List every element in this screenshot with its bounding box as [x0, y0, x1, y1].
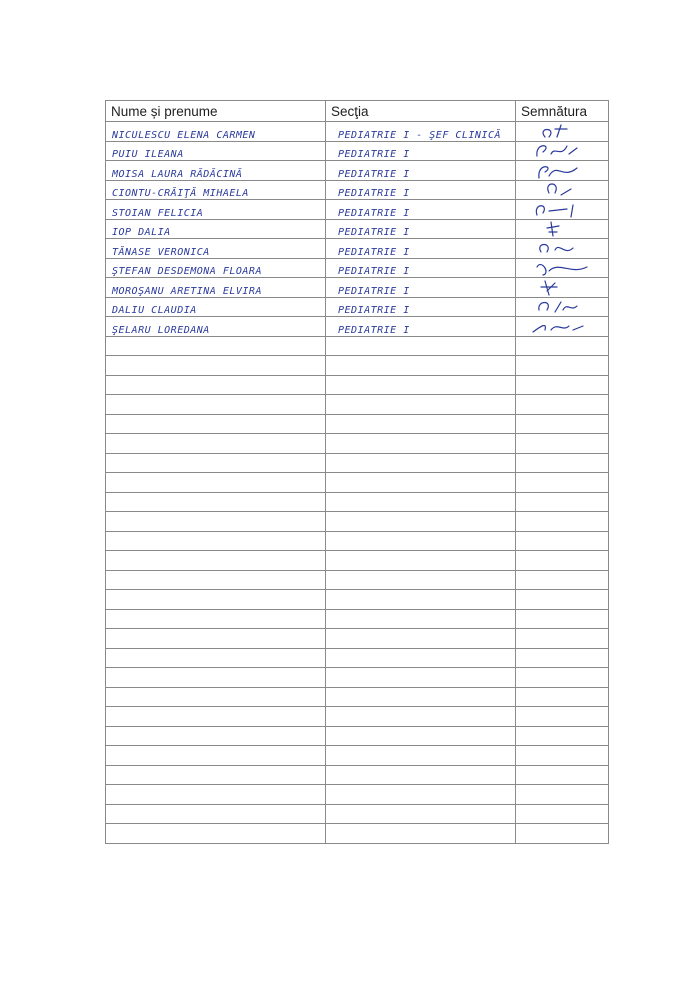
empty-cell	[326, 785, 516, 805]
empty-row	[106, 356, 609, 376]
participant-section: PEDIATRIE I	[326, 200, 516, 220]
empty-row	[106, 609, 609, 629]
empty-row	[106, 492, 609, 512]
signature-scribble-icon	[527, 162, 597, 180]
empty-row	[106, 570, 609, 590]
participant-name: MOISA LAURA RĂDĂCINĂ	[106, 161, 326, 181]
table-row	[106, 317, 609, 337]
empty-cell	[326, 687, 516, 707]
empty-row	[106, 453, 609, 473]
empty-cell	[516, 531, 609, 551]
participant-section: PEDIATRIE I	[326, 239, 516, 259]
empty-cell	[106, 356, 326, 376]
empty-row	[106, 668, 609, 688]
empty-cell	[516, 395, 609, 415]
empty-cell	[106, 434, 326, 454]
handwritten-signature	[516, 258, 609, 278]
table-body	[106, 122, 609, 844]
empty-cell	[106, 551, 326, 571]
empty-cell	[106, 590, 326, 610]
empty-cell	[516, 570, 609, 590]
signature-scribble-icon	[527, 318, 597, 336]
empty-cell	[516, 414, 609, 434]
empty-cell	[106, 785, 326, 805]
empty-row	[106, 707, 609, 727]
empty-cell	[326, 473, 516, 493]
empty-cell	[326, 434, 516, 454]
table-row	[106, 161, 609, 181]
empty-row	[106, 531, 609, 551]
table-row	[106, 219, 609, 239]
table-row	[106, 278, 609, 298]
header-row	[106, 101, 609, 122]
empty-row	[106, 687, 609, 707]
table-row	[106, 180, 609, 200]
empty-cell	[516, 804, 609, 824]
empty-cell	[106, 648, 326, 668]
participant-name: TĂNASE VERONICA	[106, 239, 326, 259]
empty-cell	[326, 570, 516, 590]
participant-section: PEDIATRIE I	[326, 161, 516, 181]
empty-cell	[516, 473, 609, 493]
empty-cell	[326, 356, 516, 376]
participant-section: PEDIATRIE I	[326, 141, 516, 161]
empty-cell	[106, 804, 326, 824]
empty-cell	[106, 707, 326, 727]
empty-row	[106, 551, 609, 571]
handwritten-signature	[516, 180, 609, 200]
empty-cell	[106, 765, 326, 785]
empty-cell	[326, 375, 516, 395]
empty-cell	[326, 629, 516, 649]
empty-cell	[106, 414, 326, 434]
signature-scribble-icon	[527, 181, 597, 199]
empty-row	[106, 512, 609, 532]
table-row	[106, 297, 609, 317]
participant-name: MOROŞANU ARETINA ELVIRA	[106, 278, 326, 298]
empty-cell	[106, 746, 326, 766]
header-signature: Semnătura	[516, 101, 609, 122]
empty-cell	[106, 473, 326, 493]
empty-cell	[516, 707, 609, 727]
header-section: Secţia	[326, 101, 516, 122]
empty-row	[106, 375, 609, 395]
participant-section: PEDIATRIE I	[326, 219, 516, 239]
empty-cell	[106, 395, 326, 415]
empty-cell	[326, 551, 516, 571]
empty-row	[106, 726, 609, 746]
empty-cell	[326, 590, 516, 610]
empty-cell	[516, 512, 609, 532]
handwritten-signature	[516, 122, 609, 142]
signature-scribble-icon	[527, 220, 597, 238]
participant-name: DALIU CLAUDIA	[106, 297, 326, 317]
empty-cell	[326, 531, 516, 551]
empty-cell	[516, 336, 609, 356]
participant-section: PEDIATRIE I	[326, 180, 516, 200]
handwritten-signature	[516, 161, 609, 181]
table-row	[106, 239, 609, 259]
participant-name: CIONTU-CRĂIŢĂ MIHAELA	[106, 180, 326, 200]
empty-cell	[516, 629, 609, 649]
empty-cell	[326, 804, 516, 824]
participant-section: PEDIATRIE I - ŞEF CLINICĂ	[326, 122, 516, 142]
empty-cell	[516, 785, 609, 805]
handwritten-signature	[516, 239, 609, 259]
empty-cell	[106, 570, 326, 590]
handwritten-signature	[516, 297, 609, 317]
handwritten-signature	[516, 200, 609, 220]
empty-row	[106, 434, 609, 454]
empty-cell	[106, 531, 326, 551]
empty-cell	[516, 375, 609, 395]
empty-cell	[106, 726, 326, 746]
table-row	[106, 258, 609, 278]
empty-cell	[516, 648, 609, 668]
empty-cell	[326, 668, 516, 688]
empty-cell	[516, 356, 609, 376]
signature-scribble-icon	[527, 259, 597, 277]
empty-row	[106, 746, 609, 766]
empty-row	[106, 414, 609, 434]
table-row	[106, 122, 609, 142]
empty-row	[106, 395, 609, 415]
participant-section: PEDIATRIE I	[326, 317, 516, 337]
participant-section: PEDIATRIE I	[326, 297, 516, 317]
empty-cell	[326, 765, 516, 785]
empty-cell	[106, 336, 326, 356]
empty-cell	[106, 512, 326, 532]
signature-scribble-icon	[527, 142, 597, 160]
empty-cell	[326, 746, 516, 766]
empty-cell	[326, 336, 516, 356]
empty-cell	[516, 687, 609, 707]
table-row	[106, 141, 609, 161]
empty-cell	[326, 824, 516, 844]
empty-cell	[516, 668, 609, 688]
empty-cell	[326, 707, 516, 727]
empty-cell	[326, 726, 516, 746]
empty-cell	[326, 453, 516, 473]
participant-section: PEDIATRIE I	[326, 258, 516, 278]
participant-section: PEDIATRIE I	[326, 278, 516, 298]
empty-cell	[516, 434, 609, 454]
participant-name: NICULESCU ELENA CARMEN	[106, 122, 326, 142]
empty-row	[106, 765, 609, 785]
header-name: Nume și prenume	[106, 101, 326, 122]
participant-name: IOP DALIA	[106, 219, 326, 239]
participant-name: PUIU ILEANA	[106, 141, 326, 161]
empty-row	[106, 648, 609, 668]
empty-cell	[516, 765, 609, 785]
empty-cell	[516, 824, 609, 844]
empty-cell	[516, 590, 609, 610]
empty-cell	[106, 687, 326, 707]
empty-cell	[106, 492, 326, 512]
empty-row	[106, 824, 609, 844]
empty-cell	[516, 551, 609, 571]
handwritten-signature	[516, 141, 609, 161]
empty-cell	[326, 492, 516, 512]
signature-scribble-icon	[527, 298, 597, 316]
empty-cell	[326, 512, 516, 532]
empty-cell	[326, 414, 516, 434]
empty-cell	[106, 824, 326, 844]
handwritten-signature	[516, 317, 609, 337]
empty-row	[106, 629, 609, 649]
empty-cell	[106, 453, 326, 473]
empty-row	[106, 590, 609, 610]
handwritten-signature	[516, 219, 609, 239]
empty-cell	[516, 746, 609, 766]
signature-scribble-icon	[527, 279, 597, 297]
signature-scribble-icon	[527, 240, 597, 258]
empty-cell	[106, 375, 326, 395]
empty-cell	[516, 726, 609, 746]
empty-row	[106, 804, 609, 824]
empty-cell	[516, 492, 609, 512]
empty-cell	[326, 395, 516, 415]
handwritten-signature	[516, 278, 609, 298]
empty-row	[106, 785, 609, 805]
empty-row	[106, 473, 609, 493]
empty-cell	[516, 609, 609, 629]
signature-scribble-icon	[527, 201, 597, 219]
empty-cell	[106, 668, 326, 688]
empty-row	[106, 336, 609, 356]
attendance-sheet-table	[105, 100, 609, 844]
empty-cell	[516, 453, 609, 473]
participant-name: ŞTEFAN DESDEMONA FLOARA	[106, 258, 326, 278]
participant-name: ŞELARU LOREDANA	[106, 317, 326, 337]
empty-cell	[106, 609, 326, 629]
empty-cell	[326, 609, 516, 629]
participant-name: STOIAN FELICIA	[106, 200, 326, 220]
table-row	[106, 200, 609, 220]
signature-scribble-icon	[527, 123, 597, 141]
empty-cell	[106, 629, 326, 649]
empty-cell	[326, 648, 516, 668]
